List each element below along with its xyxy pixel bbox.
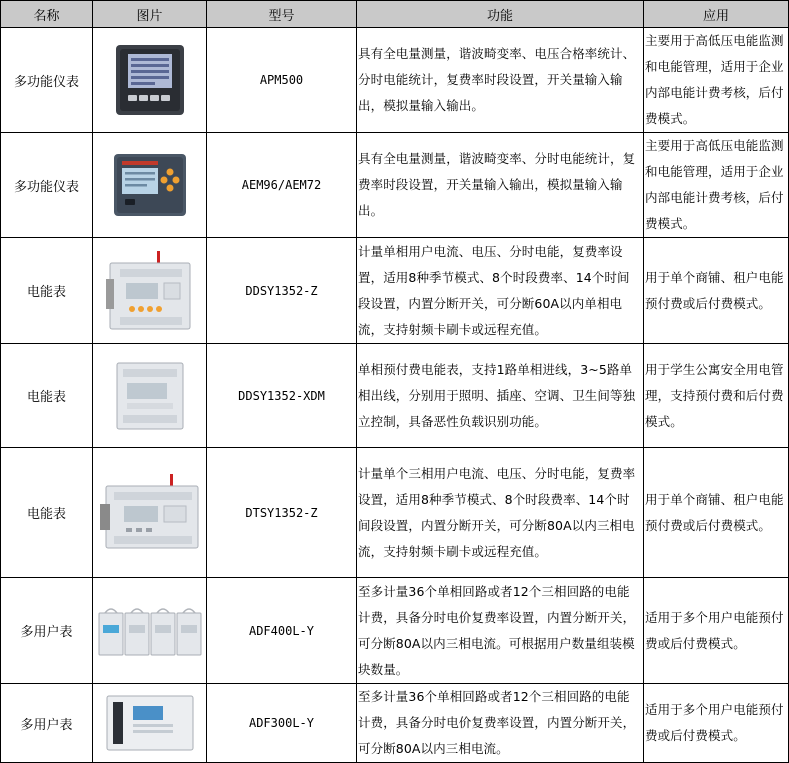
product-function: 计量单个三相用户电流、电压、分时电能，复费率设置，适用8种季节模式、8个时段费率、14个时间段设置，内置分断开关，可分断80A以内三相电流，支持射频卡刷卡或远程充值。 [357, 448, 644, 578]
product-model: APM500 [207, 28, 357, 133]
product-model: DDSY1352-XDM [207, 344, 357, 448]
product-model: DTSY1352-Z [207, 448, 357, 578]
product-picture [93, 578, 207, 684]
product-name: 多功能仪表 [1, 28, 93, 133]
product-name: 电能表 [1, 344, 93, 448]
table-row [1, 238, 789, 344]
product-name: 多用户表 [1, 578, 93, 684]
product-name: 多用户表 [1, 684, 93, 763]
product-function: 至多计量36个单相回路或者12个三相回路的电能计费，具备分时电价复费率设置，内置分断开关，可分断80A以内三相电流。可根据用户数量组装模块数量。 [357, 578, 644, 684]
product-model: ADF300L-Y [207, 684, 357, 763]
multi-user-meter-modules-image [97, 603, 203, 659]
din-rail-meter-three-phase-image [98, 472, 202, 554]
product-model: ADF400L-Y [207, 578, 357, 684]
header-name: 名称 [1, 1, 93, 28]
product-application: 用于单个商铺、租户电能预付费或后付费模式。 [644, 238, 789, 344]
header-picture: 图片 [93, 1, 207, 28]
header-application: 应用 [644, 1, 789, 28]
product-picture [93, 448, 207, 578]
product-application: 主要用于高低压电能监测和电能管理，适用于企业内部电能计费考核，后付费模式。 [644, 28, 789, 133]
table-row [1, 344, 789, 448]
table-row [1, 133, 789, 238]
multi-user-meter-box-image [103, 692, 197, 754]
product-application: 适用于多个用户电能预付费或后付费模式。 [644, 684, 789, 763]
product-function: 至多计量36个单相回路或者12个三相回路的电能计费，具备分时电价复费率设置，内置分断开关，可分断80A以内三相电流。 [357, 684, 644, 763]
product-picture [93, 684, 207, 763]
table-row [1, 28, 789, 133]
table-row [1, 448, 789, 578]
product-model: DDSY1352-Z [207, 238, 357, 344]
table-row [1, 684, 789, 763]
product-application: 用于学生公寓安全用电管理，支持预付费和后付费模式。 [644, 344, 789, 448]
din-rail-meter-antenna-image [104, 249, 196, 333]
product-picture [93, 344, 207, 448]
table-row [1, 578, 789, 684]
product-function: 单相预付费电能表，支持1路单相进线，3~5路单相出线，分别用于照明、插座、空调、卫生间等独立控制，具备恶性负载识别功能。 [357, 344, 644, 448]
header-function: 功能 [357, 1, 644, 28]
panel-meter-lcd-image [112, 152, 188, 218]
header-row [1, 1, 789, 28]
product-function: 具有全电量测量，谐波畸变率、电压合格率统计、分时电能统计，复费率时段设置，开关量输入输出，模拟量输入输出。 [357, 28, 644, 133]
din-rail-meter-image [113, 359, 187, 433]
panel-meter-square-image [114, 43, 186, 117]
product-name: 电能表 [1, 448, 93, 578]
product-application: 主要用于高低压电能监测和电能管理，适用于企业内部电能计费考核，后付费模式。 [644, 133, 789, 238]
product-function: 计量单相用户电流、电压、分时电能，复费率设置，适用8种季节模式、8个时段费率、14个时间段设置，内置分断开关，可分断60A以内单相电流，支持射频卡刷卡或远程充值。 [357, 238, 644, 344]
product-name: 电能表 [1, 238, 93, 344]
header-model: 型号 [207, 1, 357, 28]
product-name: 多功能仪表 [1, 133, 93, 238]
product-picture [93, 238, 207, 344]
product-function: 具有全电量测量，谐波畸变率、分时电能统计，复费率时段设置，开关量输入输出，模拟量输入输出。 [357, 133, 644, 238]
product-application: 用于单个商铺、租户电能预付费或后付费模式。 [644, 448, 789, 578]
product-model: AEM96/AEM72 [207, 133, 357, 238]
product-application: 适用于多个用户电能预付费或后付费模式。 [644, 578, 789, 684]
product-picture [93, 28, 207, 133]
product-picture [93, 133, 207, 238]
